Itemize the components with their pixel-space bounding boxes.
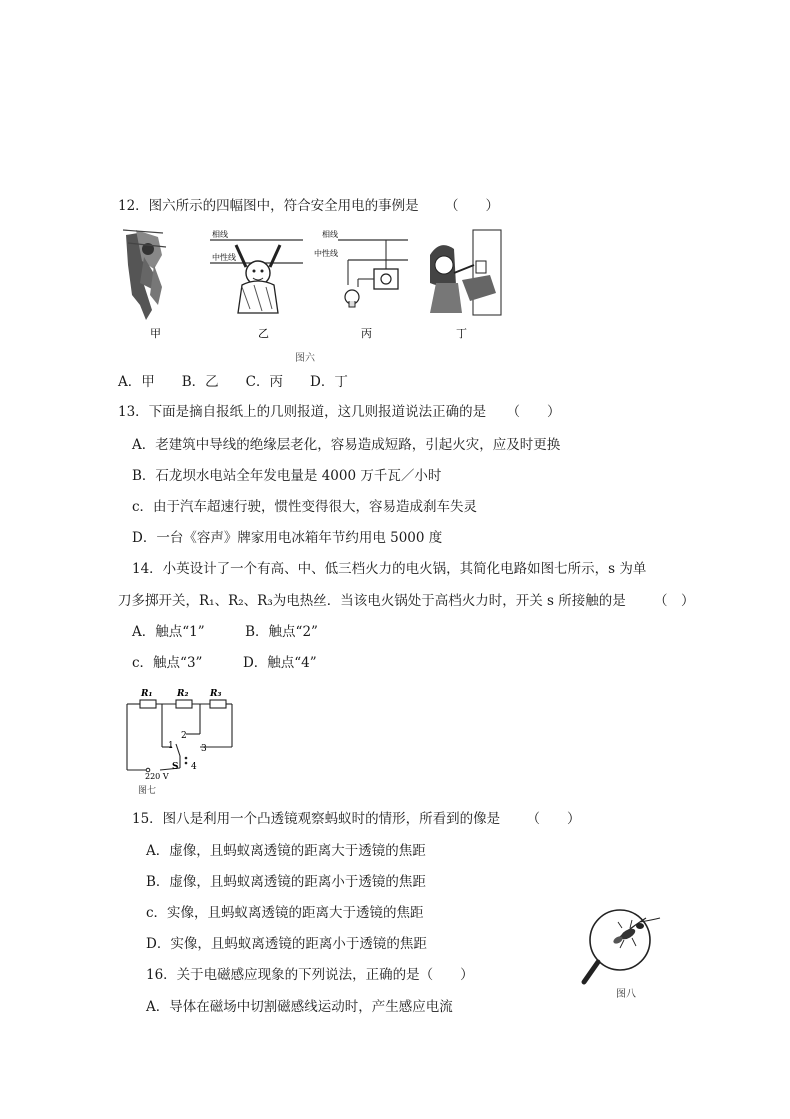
q12-stem-text: 12．图六所示的四幅图中，符合安全用电的事例是 [118,198,419,214]
figure-8-caption: 图八 [616,989,636,1000]
label-r3: R₃ [210,689,222,699]
q13-option-c: c．由于汽车超速行驶，惯性变得很大，容易造成刹车失灵 [132,499,478,515]
q15-option-c: c．实像，且蚂蚁离透镜的距离大于透镜的焦距 [146,905,424,921]
label-phase-wire-b: 相线 [322,230,338,239]
q13-stem-text: 13．下面是摘自报纸上的几则报道，这几则报道说法正确的是 [118,404,487,420]
q14-options-cd: c．触点“3” D．触点“4” [132,655,317,671]
q14-answer-paren: （ ） [654,593,695,609]
panel-jia-illustration [123,230,166,320]
q13-option-b: B．石龙坝水电站全年发电量是 4000 万千瓦／小时 [132,468,442,484]
q16-stem: 16．关于电磁感应现象的下列说法，正确的是（ ） [146,967,474,983]
label-contact-2: 2 [181,731,187,741]
q14-stem-line2 [118,592,695,610]
label-source-220v: 220 V [145,772,169,781]
panel-ding-illustration [430,230,501,315]
panel-label-ding: 丁 [456,327,467,340]
label-r1: R₁ [141,689,153,699]
label-switch-s: S [172,762,179,772]
label-contact-3: 3 [201,744,207,754]
label-contact-1: 1 [168,741,174,751]
label-contact-4: 4 [191,762,197,772]
q12-answer-paren: （ ） [444,198,499,214]
panel-label-yi: 乙 [258,327,269,340]
q14-stem-line2-text: 刀多掷开关，R₁、R₂、R₃为电热丝．当该电火锅处于高档火力时，开关 s 所接触的是 [118,593,626,609]
figure-6-caption: 图六 [295,353,315,364]
label-neutral-wire-a: 中性线 [212,253,236,262]
q14-stem-line1: 14．小英设计了一个有高、中、低三档火力的电火锅，其简化电路如图七所示，s 为单 [132,561,647,577]
q13-option-a: A．老建筑中导线的绝缘层老化，容易造成短路，引起火灾，应及时更换 [132,437,561,453]
label-neutral-wire-b: 中性线 [314,249,338,258]
figure-7-circuit [120,684,240,796]
label-r2: R₂ [177,689,189,699]
q12-options: A．甲 B．乙 C．丙 D．丁 [118,374,348,390]
q13-answer-paren: （ ） [506,404,561,420]
q14-options-ab: A．触点“1” B．触点“2” [132,624,318,640]
panel-bing-illustration [314,229,408,307]
panel-yi-illustration [210,229,303,313]
label-phase-wire-a: 相线 [212,230,228,239]
figure-8-lens [578,898,688,1006]
q15-answer-paren: （ ） [526,811,581,827]
q15-option-d: D．实像，且蚂蚁离透镜的距离小于透镜的焦距 [146,936,427,952]
figure-6 [118,225,518,370]
q15-option-b: B．虚像，且蚂蚁离透镜的距离小于透镜的焦距 [146,874,426,890]
q16-option-a: A．导体在磁场中切割磁感线运动时，产生感应电流 [146,999,453,1015]
q13-stem [118,403,560,421]
q15-stem-text: 15．图八是利用一个凸透镜观察蚂蚁时的情形，所看到的像是 [132,811,501,827]
panel-label-bing: 丙 [361,327,372,340]
q13-option-d: D．一台《容声》牌家用电冰箱年节约用电 5000 度 [132,530,443,546]
q12-stem [118,197,499,215]
panel-label-jia: 甲 [150,327,161,340]
figure-7-caption: 图七 [138,786,157,796]
q15-option-a: A．虚像，且蚂蚁离透镜的距离大于透镜的焦距 [146,843,426,859]
q15-stem [132,810,580,828]
